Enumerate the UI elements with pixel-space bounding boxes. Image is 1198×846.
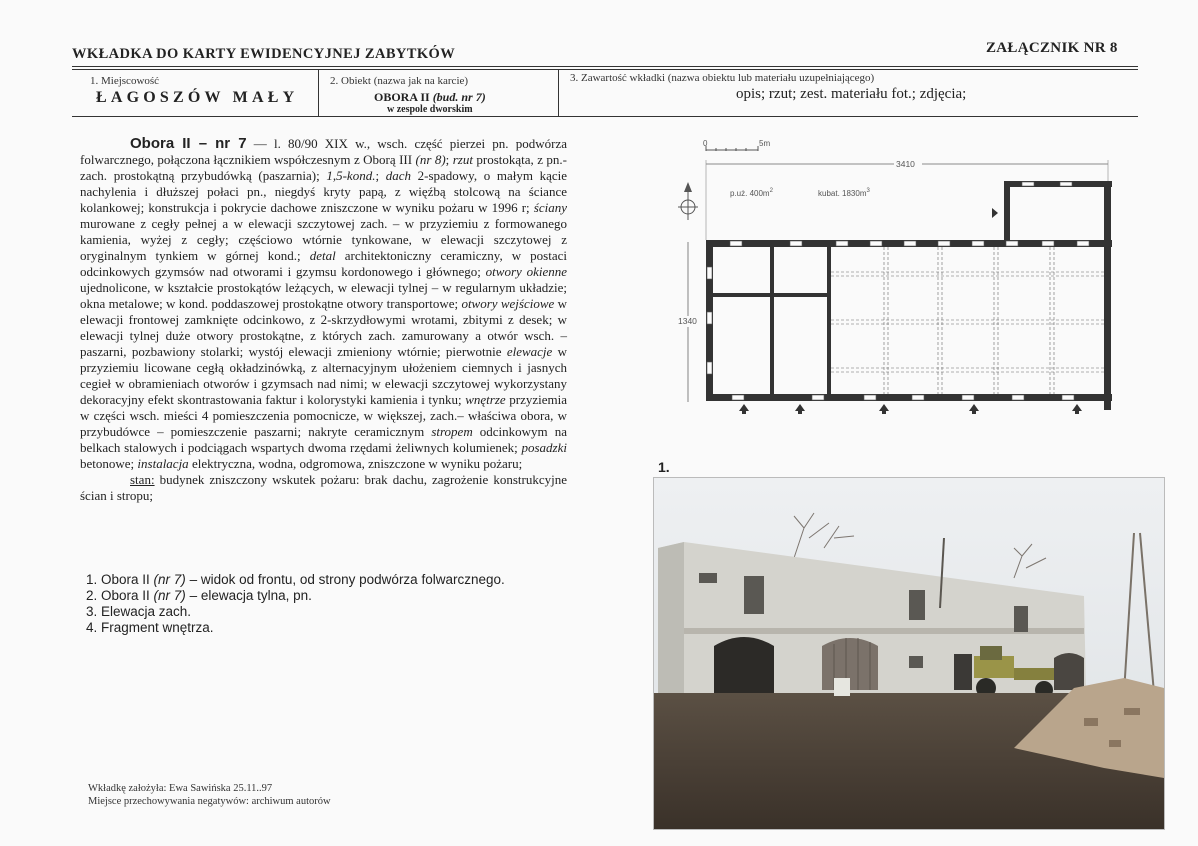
window-openings [707,182,1089,400]
header-rule-bottom [72,116,1138,117]
entrance-arrows-icon [739,404,1082,414]
description-paragraph: Obora II – nr 7 — l. 80/90 XIX w., wsch. część pierzei pn. podwórza folwarcznego, połączona łącznikiem współczesnym z Oborą III (nr 8); rzut prostokąta, z pn.-zach. prostokątną przybudówką (paszarnia); 1,5-kond.; dach 2-spadowy, o małym kącie nachylenia i dłuższej połaci pn., niegdyś kryty papą, z więźbą stolcową na ściance kolankowej; konstrukcja i pokrycie dachowe zniszczone w wyniku pożaru w 1996 r; ściany murowane z cegły pełnej a w elewacji szczytowej zach. – w przyziemiu z formowanego kamienia, wyżej z cegły; częściowo wtórnie tynkowane, w elewacji szczytowej z oryginalnym tynkiem w górnej kond.; detal architektoniczny ceramiczny, w postaci odcinkowych gzymsów nad otworami i gzymsu kordonowego i głównego; otwory okienne ujednolicone, w kształcie prostokątów leżących, w elewacji tylnej – w regularnym układzie; okna metalowe; w kond. poddaszowej prostokątne otwory transportowe; otwory wejściowe w elewacji frontowej zamknięte odcinkowo, z 2-skrzydłowymi wrotami, zbitymi z desek; w elewacji tylnej duże otwory prostokątne, z których zach. zamurowany a otwór wsch. – paszarni, pozbawiony stolarki; wystój elewacji zmieniony wtórnie; pierwotnie elewacje w przyziemiu licowane cegłą okładzinówką, z alternacyjnym ułożeniem ciemnych i jasnych cegieł w obramieniach otworów i gzymsach nad nimi; w elewacji szczytowej wykorzystany dekoracyjny efekt skontrastowania faktur i kolorystyki kamienia i tynku; wnętrze przyziemia w części wsch. mieści 4 pomieszczenia pomocnicze, w większej, zach.– właściwa obora, w przybudówce – pomieszczenie paszarni; nakryte ceramicznym stropem odcinkowym na belkach stalowych i podciągach wspartych dwoma rzędami żeliwnych kolumienek; posadzki betonowe; instalacja elektryczna, wodna, odgromowa, zniszczone w wyniku pożaru; [80,135,568,471]
cubature: kubat. $1830m^3$ [818,188,870,198]
usable-area: p.uż. $400m^2$ [730,188,773,198]
height-dimension: 1340 [678,316,697,326]
scale-end: 5m [759,139,771,148]
list-item: 1. Obora II (nr 7) – widok od frontu, od strony podwórza folwarcznego. [86,572,505,587]
list-item: 4. Fragment wnętrza. [86,620,214,635]
north-arrow-icon [678,182,698,220]
list-item: 3. Elewacja zach. [86,604,192,619]
building-photo [653,477,1165,830]
scale-start: 0 [703,139,708,148]
entrance-arrow-icon [992,208,998,218]
width-dimension: 3410 [896,159,915,169]
annex-walls [1004,181,1112,241]
card-title: WKŁADKA DO KARTY EWIDENCYJNEJ ZABYTKÓW [72,46,456,62]
contents-label: 3. Zawartość wkładki (nazwa obiektu lub materiału uzupełniającego) [570,72,875,84]
annex-number: ZAŁĄCZNIK NR 8 [986,40,1118,56]
condition-paragraph [80,472,567,504]
header-rule-top-2 [72,69,1138,70]
door-1 [714,637,774,693]
header-rule-top [72,66,1138,67]
field-divider-1 [318,69,319,116]
condition-text: budynek zniszczony wskutek pożaru: brak dachu, zagrożenie konstrukcyjne ścian i stropu; [80,472,567,503]
field-divider-2 [558,69,559,116]
object-name: OBORA II [374,90,430,104]
object-label: 2. Obiekt (nazwa jak na karcie) [330,75,469,87]
column-grid [831,247,1104,394]
photo-number: 1. [658,459,670,475]
photo-illustration [654,478,1164,829]
contents-value: opis; rzut; zest. materiału fot.; zdjęcia; [736,86,967,102]
footer-negatives: Miejsce przechowywania negatywów: archiwum autorów [88,796,331,807]
description-title: Obora II – nr 7 [130,135,247,152]
footer [88,782,331,808]
object-value [374,90,486,105]
floor-plan [672,132,1122,422]
place-label: 1. Miejscowość [90,75,160,87]
condition-label: stan: [130,472,155,487]
list-item: 2. Obora II (nr 7) – elewacja tylna, pn. [86,588,312,603]
object-ref: (bud. nr 7) [432,90,486,104]
object-subtitle: w zespole dworskim [387,104,473,115]
photo-list [86,572,505,636]
place-value: ŁAGOSZÓW MAŁY [96,89,299,106]
footer-author: Wkładkę założyła: Ewa Sawińska 25.11..97 [88,783,273,794]
main-walls [706,240,1112,410]
description [80,136,567,504]
